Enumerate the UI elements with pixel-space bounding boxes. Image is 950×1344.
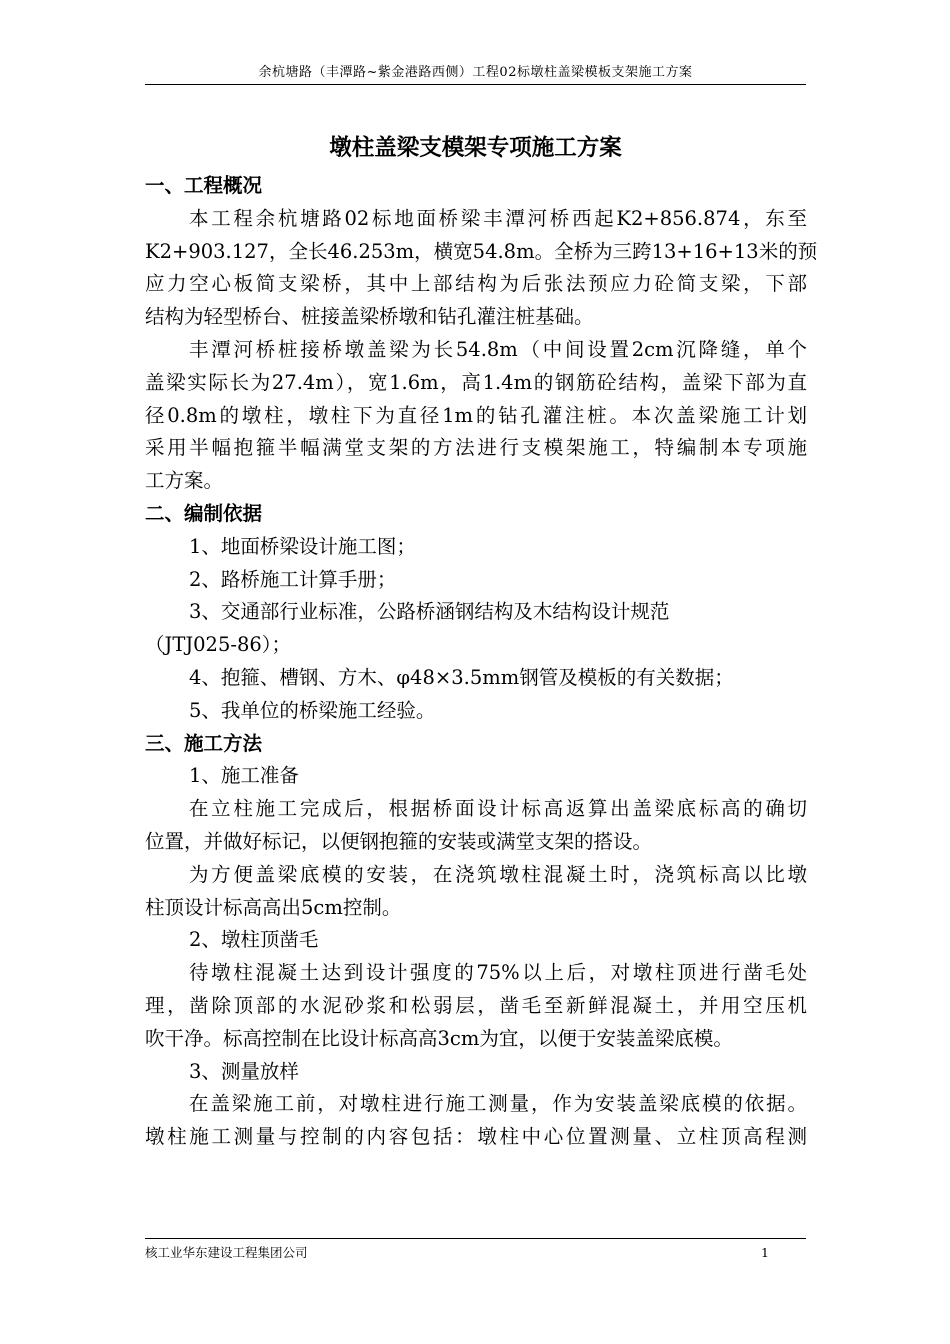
paragraph-line: K2+903.127，全长46.253m，横宽54.8m。全桥为三跨13+16+13米的预 bbox=[145, 239, 818, 263]
page-header: 余杭塘路（丰潭路~紫金港路西侧）工程02标墩柱盖梁模板支架施工方案 bbox=[145, 64, 806, 85]
paragraph-line: 墩柱施工测量与控制的内容包括：墩柱中心位置测量、立柱顶高程测 bbox=[145, 1125, 807, 1149]
document-body bbox=[145, 170, 818, 1154]
paragraph-line: 柱顶设计标高高出5cm控制。 bbox=[145, 895, 402, 919]
paragraph-line: 采用半幅抱箍半幅满堂支架的方法进行支模架施工，特编制本专项施 bbox=[145, 436, 807, 460]
paragraph-line: 本工程余杭塘路02标地面桥梁丰潭河桥西起K2+856.874，东至 bbox=[189, 206, 807, 230]
paragraph-line: 待墩柱混凝土达到设计强度的75%以上后，对墩柱顶进行凿毛处 bbox=[189, 961, 807, 985]
page-footer bbox=[145, 1238, 806, 1261]
document-title: 墩柱盖梁支模架专项施工方案 bbox=[329, 135, 622, 161]
paragraph-line: 工方案。 bbox=[145, 469, 224, 493]
paragraph-line: 在立柱施工完成后，根据桥面设计标高返算出盖梁底标高的确切 bbox=[189, 797, 807, 821]
footer-company: 核工业华东建设工程集团公司 bbox=[145, 1245, 308, 1260]
list-item-continuation: （JTJ025-86）； bbox=[145, 633, 292, 657]
list-item: 1、地面桥梁设计施工图； bbox=[189, 534, 416, 558]
list-item: 2、路桥施工计算手册； bbox=[189, 567, 397, 591]
paragraph-line: 结构为轻型桥台、桩接盖梁桥墩和钻孔灌注桩基础。 bbox=[145, 305, 594, 329]
list-item: 5、我单位的桥梁施工经验。 bbox=[189, 698, 436, 722]
paragraph-line: 位置，并做好标记，以便钢抱箍的安装或满堂支架的搭设。 bbox=[145, 829, 653, 853]
page-number: 1 bbox=[761, 1245, 769, 1260]
list-item: 3、交通部行业标准，公路桥涵钢结构及木结构设计规范 bbox=[189, 600, 670, 624]
paragraph-line: 理，凿除顶部的水泥砂浆和松弱层，凿毛至新鲜混凝土，并用空压机 bbox=[145, 993, 807, 1017]
section-heading-method: 三、施工方法 bbox=[145, 731, 263, 755]
paragraph-line: 吹干净。标高控制在比设计标高高3cm为宜，以便于安装盖梁底模。 bbox=[145, 1026, 733, 1050]
subsection-heading: 1、施工准备 bbox=[189, 764, 299, 788]
paragraph-line: 在盖梁施工前，对墩柱进行施工测量，作为安装盖梁底模的依据。 bbox=[189, 1092, 807, 1116]
paragraph-line: 盖梁实际长为27.4m），宽1.6m，高1.4m的钢筋砼结构，盖梁下部为直 bbox=[145, 370, 807, 394]
paragraph-line: 应力空心板简支梁桥，其中上部结构为后张法预应力砼简支梁，下部 bbox=[145, 272, 807, 296]
subsection-heading: 3、测量放样 bbox=[189, 1059, 299, 1083]
paragraph-line: 径0.8m的墩柱，墩柱下为直径1m的钻孔灌注桩。本次盖梁施工计划 bbox=[145, 403, 807, 427]
paragraph-line: 丰潭河桥桩接桥墩盖梁为长54.8m（中间设置2cm沉降缝，单个 bbox=[189, 337, 807, 361]
section-heading-overview: 一、工程概况 bbox=[145, 174, 263, 197]
subsection-heading: 2、墩柱顶凿毛 bbox=[189, 928, 319, 952]
list-item: 4、抱箍、槽钢、方木、φ48×3.5mm钢管及模板的有关数据； bbox=[189, 665, 734, 689]
paragraph-line: 为方便盖梁底模的安装，在浇筑墩柱混凝土时，浇筑标高以比墩 bbox=[189, 862, 807, 886]
section-heading-basis: 二、编制依据 bbox=[145, 501, 263, 525]
